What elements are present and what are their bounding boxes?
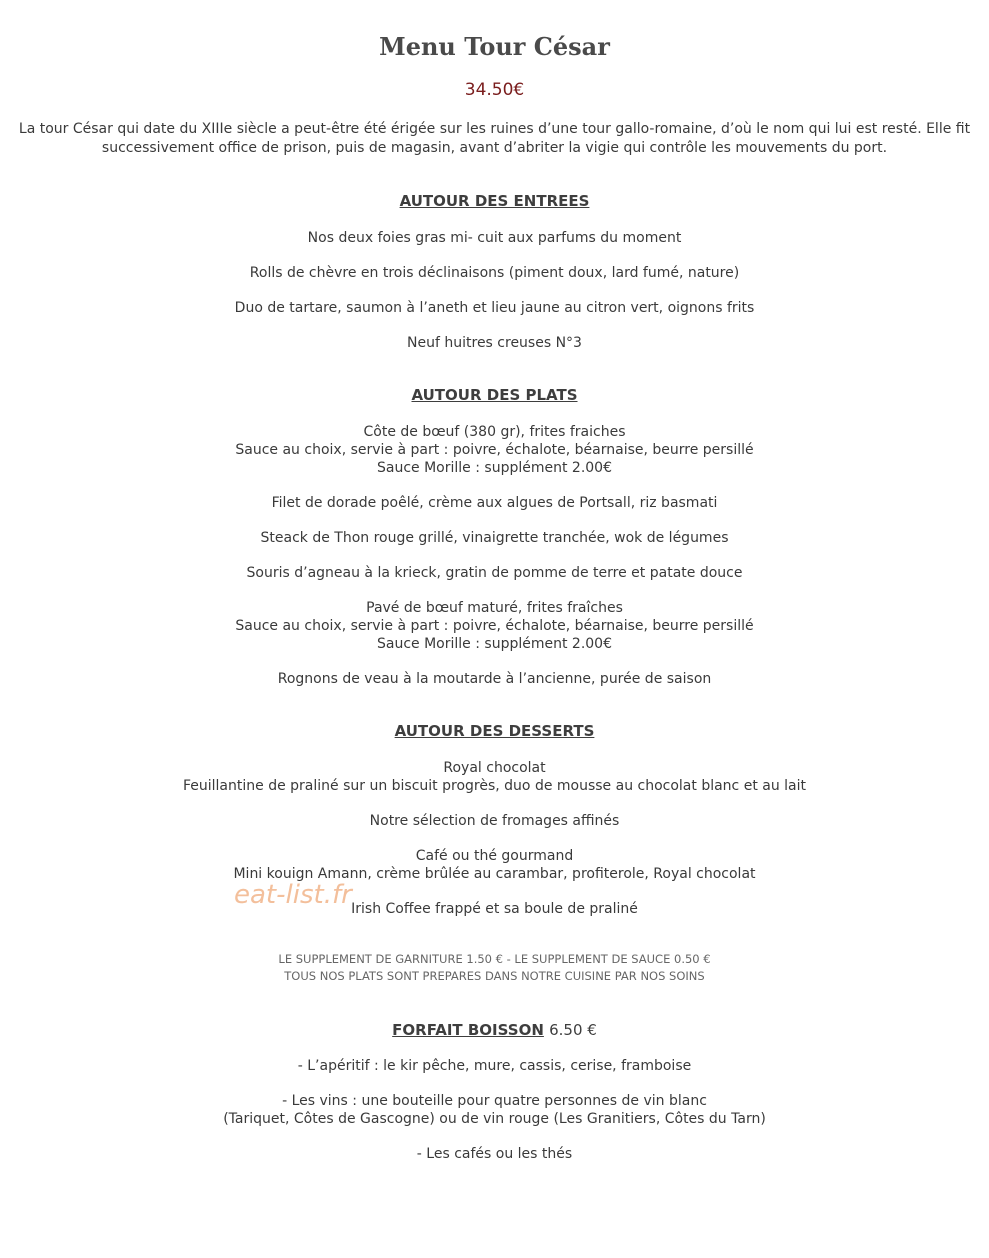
menu-item-text: Pavé de bœuf maturé, frites fraîches <box>366 600 623 616</box>
menu-item-detail: Sauce Morille : supplément 2.00€ <box>377 636 612 652</box>
intro-line: successivement office de prison, puis de magasin, avant d’abriter la vigie qui contrôle les mouvements du port. <box>101 140 888 156</box>
menu-item-text: Filet de dorade poêlé, crème aux algues de Portsall, riz basmati <box>271 495 718 511</box>
menu-item <box>0 564 989 582</box>
menu-item <box>0 847 989 883</box>
intro-line: La tour César qui date du XIIIe siècle a peut-être été érigée sur les ruines d’une tour gallo-romaine, d’où le nom qui lui est resté. Elle fit <box>18 121 971 137</box>
menu-price: 34.50€ <box>464 80 525 100</box>
section-heading-entrees <box>0 192 989 210</box>
menu-item-detail: Sauce au choix, servie à part : poivre, échalote, béarnaise, beurre persillé <box>235 618 754 634</box>
menu-item <box>0 229 989 247</box>
menu-item-text: Café ou thé gourmand <box>415 848 574 864</box>
menu-item-text: - Les cafés ou les thés <box>416 1146 573 1162</box>
menu-item <box>0 1145 989 1163</box>
forfait-price: 6.50 € <box>549 1021 597 1039</box>
section-heading-forfait <box>0 1021 989 1039</box>
menu-item-text: Côte de bœuf (380 gr), frites fraiches <box>363 424 626 440</box>
section-heading-desserts <box>0 722 989 740</box>
menu-item <box>0 423 989 477</box>
section-heading-text: AUTOUR DES PLATS <box>411 386 578 404</box>
menu-item-detail: Sauce au choix, servie à part : poivre, échalote, béarnaise, beurre persillé <box>235 442 754 458</box>
menu-title: Menu Tour César <box>379 32 610 61</box>
menu-item <box>0 299 989 317</box>
menu-item-text: Royal chocolat <box>443 760 546 776</box>
watermark-logo: eat-list.fr <box>234 880 352 910</box>
menu-item-text: Duo de tartare, saumon à l’aneth et lieu jaune au citron vert, oignons frits <box>234 300 755 316</box>
note-line: LE SUPPLEMENT DE GARNITURE 1.50 € - LE SUPPLEMENT DE SAUCE 0.50 € <box>278 952 711 966</box>
menu-item-detail: Mini kouign Amann, crème brûlée au carambar, profiterole, Royal chocolat <box>233 866 756 882</box>
menu-item-text: Steack de Thon rouge grillé, vinaigrette tranchée, wok de légumes <box>260 530 729 546</box>
supplement-notes <box>0 951 989 985</box>
section-heading-text: AUTOUR DES ENTREES <box>399 192 590 210</box>
menu-item-text: - Les vins : une bouteille pour quatre personnes de vin blanc <box>282 1093 707 1109</box>
menu-item <box>0 1092 989 1128</box>
menu-item <box>0 334 989 352</box>
menu-item-text: Notre sélection de fromages affinés <box>369 813 620 829</box>
section-heading-text: AUTOUR DES DESSERTS <box>394 722 595 740</box>
menu-item-text: Neuf huitres creuses N°3 <box>407 335 582 351</box>
menu-item <box>0 529 989 547</box>
menu-item <box>0 812 989 830</box>
menu-item-text: Rolls de chèvre en trois déclinaisons (piment doux, lard fumé, nature) <box>249 265 740 281</box>
menu-item-text: Souris d’agneau à la krieck, gratin de pomme de terre et patate douce <box>246 565 743 581</box>
section-heading-plats <box>0 386 989 404</box>
menu-item-text: Irish Coffee frappé et sa boule de praliné <box>351 901 638 917</box>
menu-item <box>0 494 989 512</box>
menu-item-text: Nos deux foies gras mi- cuit aux parfums du moment <box>307 230 682 246</box>
menu-item-text: Rognons de veau à la moutarde à l’ancienne, purée de saison <box>277 671 712 687</box>
menu-intro <box>0 120 989 158</box>
menu-item <box>0 599 989 653</box>
menu-item <box>0 670 989 688</box>
menu-item-detail: Feuillantine de praliné sur un biscuit progrès, duo de mousse au chocolat blanc et au lait <box>182 778 807 794</box>
menu-item-text: - L’apéritif : le kir pêche, mure, cassis, cerise, framboise <box>297 1058 692 1074</box>
menu-item-detail: Sauce Morille : supplément 2.00€ <box>377 460 612 476</box>
menu-item <box>0 759 989 795</box>
menu-item-detail: (Tariquet, Côtes de Gascogne) ou de vin rouge (Les Granitiers, Côtes du Tarn) <box>223 1111 766 1127</box>
menu-item <box>0 264 989 282</box>
menu-item <box>0 1057 989 1075</box>
menu-item <box>0 900 989 918</box>
note-line: TOUS NOS PLATS SONT PREPARES DANS NOTRE CUISINE PAR NOS SOINS <box>284 969 705 983</box>
section-heading-text: FORFAIT BOISSON <box>392 1021 544 1039</box>
